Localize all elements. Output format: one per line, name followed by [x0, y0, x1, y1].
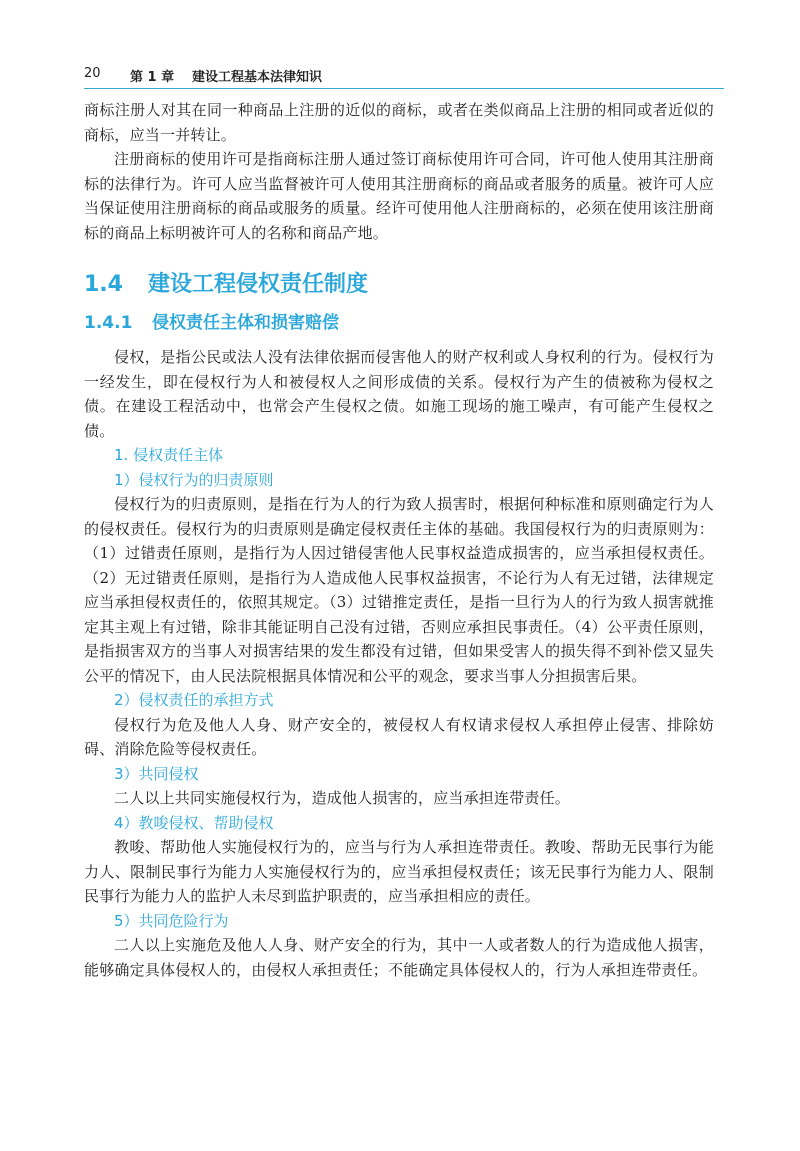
heading-level4: 5）共同危险行为 — [114, 911, 229, 930]
section-number: 1.4 — [84, 272, 123, 297]
paragraph: 侵权行为的归责原则，是指在行为人的行为致人损害时，根据何种标准和原则确定行为人的侵权责任。侵权行为的归责原则是确定侵权责任主体的基础。我国侵权行为的归责原则为：（1）过错责任原则，是指行为人因过错侵害他人民事权益造成损害的，应当承担侵权责任。（2）无过错责任原则，是指行为人造成他人民事权益损害，不论行为人有无过错，法律规定应当承担侵权责任的，依照其规定。（3）过错推定责任，是指一旦行为人的行为致人损害就推定其主观上有过错，除非其能证明自己没有过错，否则应承担民事责任。（4）公平责任原则，是指损害双方的当事人对损害结果的发生都没有过错，但如果受害人的损失得不到补偿又显失公平的情况下，由人民法院根据具体情况和公平的观念，要求当事人分担损害后果。 — [84, 495, 714, 685]
heading-level3: 1. 侵权责任主体 — [114, 446, 224, 464]
paragraph: 教唆、帮助他人实施侵权行为的，应当与行为人承担连带责任。教唆、帮助无民事行为能力人、限制民事行为能力人实施侵权行为的，应当承担侵权责任；该无民事行为能力人、限制民事行为能力人的监护人未尽到监护职责的，应当承担相应的责任。 — [84, 838, 714, 905]
heading-level4: 3）共同侵权 — [114, 764, 199, 783]
chapter-label: 第 1 章 — [130, 70, 175, 85]
paragraph: 侵权，是指公民或法人没有法律依据而侵害他人的财产权利或人身权利的行为。侵权行为一经发生，即在侵权行为人和被侵权人之间形成债的关系。侵权行为产生的债被称为侵权之债。在建设工程活动中，也常会产生侵权之债。如施工现场的施工噪声，有可能产生侵权之债。 — [84, 348, 714, 440]
paragraph: 二人以上共同实施侵权行为，造成他人损害的，应当承担连带责任。 — [114, 789, 571, 807]
page-header — [84, 58, 724, 89]
heading-level4: 1）侵权行为的归责原则 — [114, 470, 274, 489]
section-title: 建设工程侵权责任制度 — [148, 272, 369, 297]
page-body — [84, 98, 714, 982]
subsection-heading — [84, 309, 714, 337]
paragraph: 二人以上实施危及他人人身、财产安全的行为，其中一人或者数人的行为造成他人损害，能够确定具体侵权人的，由侵权人承担责任；不能确定具体侵权人的，行为人承担连带责任。 — [84, 936, 714, 979]
page-number: 20 — [84, 66, 101, 81]
subsection-number: 1.4.1 — [84, 313, 133, 333]
section-heading — [84, 267, 714, 303]
paragraph: 侵权行为危及他人人身、财产安全的，被侵权人有权请求侵权人承担停止侵害、排除妨碍、消除危险等侵权责任。 — [84, 715, 714, 758]
heading-level4: 2）侵权责任的承担方式 — [114, 691, 274, 709]
chapter-title: 建设工程基本法律知识 — [192, 70, 323, 85]
paragraph: 商标注册人对其在同一种商品上注册的近似的商标，或者在类似商品上注册的相同或者近似的商标，应当一并转让。 — [84, 101, 714, 144]
subsection-title: 侵权责任主体和损害赔偿 — [152, 313, 339, 333]
heading-level4: 4）教唆侵权、帮助侵权 — [114, 813, 274, 832]
paragraph: 注册商标的使用许可是指商标注册人通过签订商标使用许可合同，许可他人使用其注册商标的法律行为。许可人应当监督被许可人使用其注册商标的商品或者服务的质量。被许可人应当保证使用注册商标的商品或服务的质量。经许可使用他人注册商标的，必须在使用该注册商标的商品上标明被许可人的名称和商品产地。 — [84, 150, 714, 242]
